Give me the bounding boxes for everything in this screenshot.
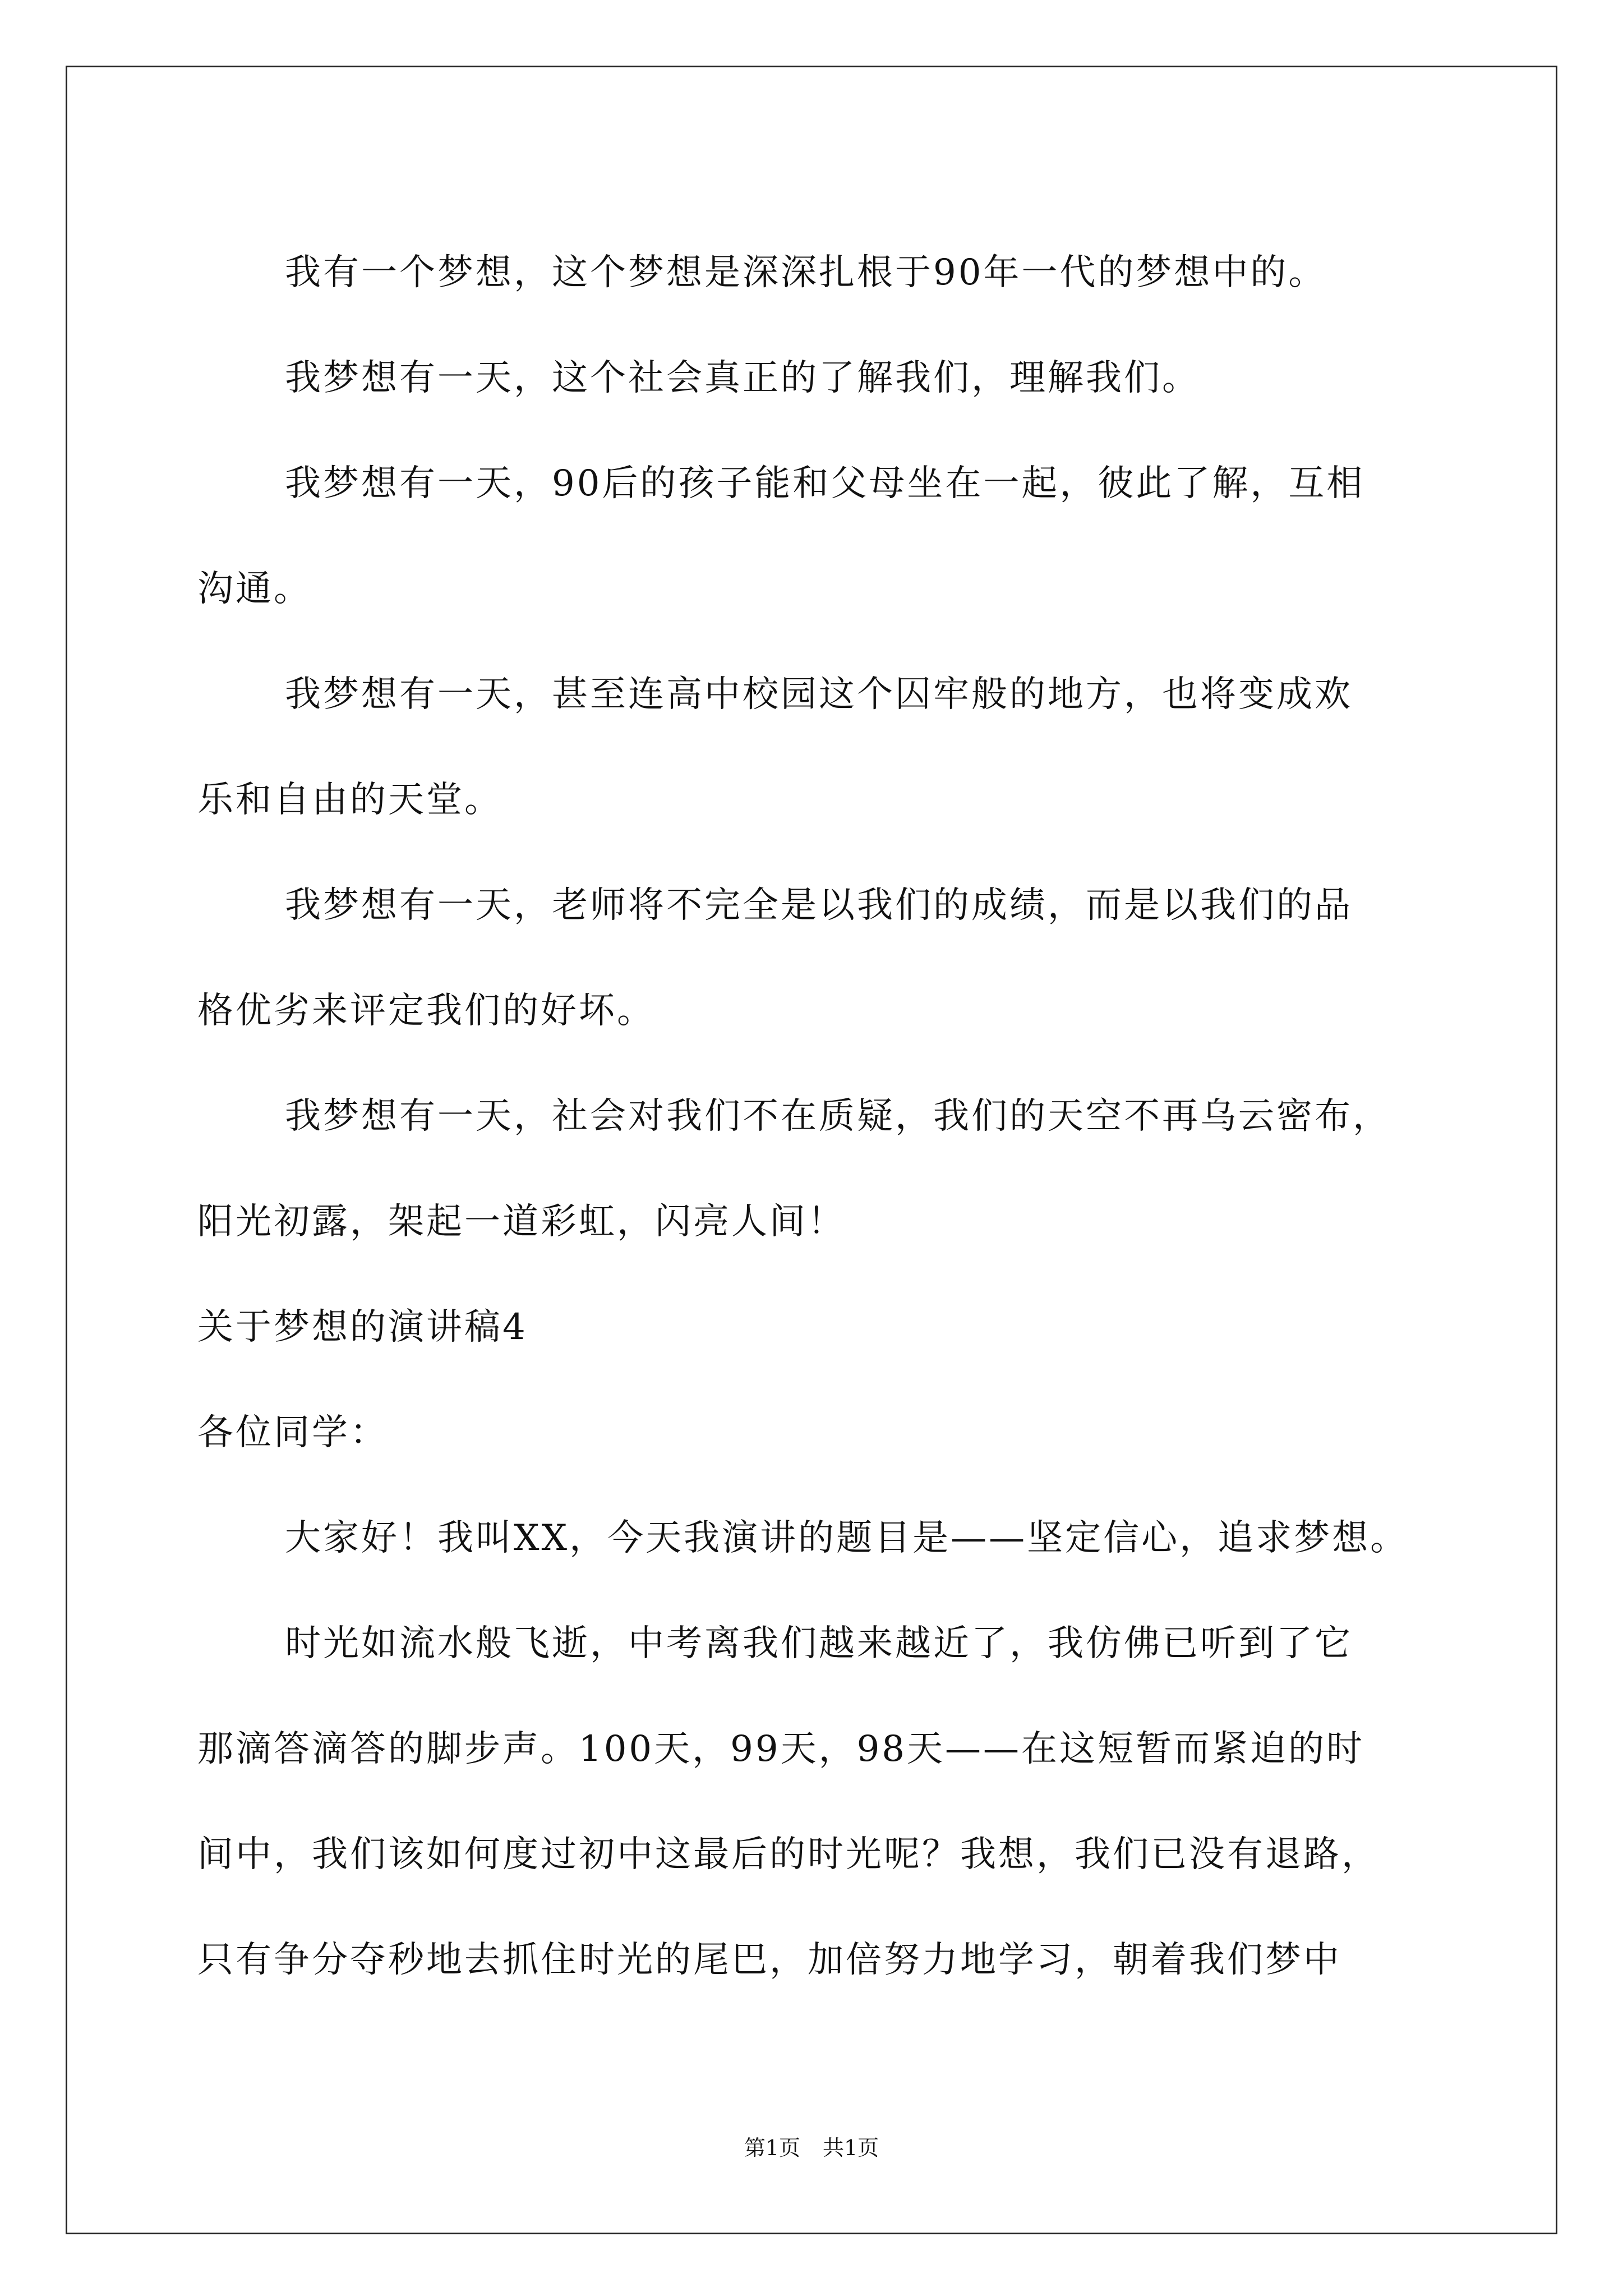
text-line: 间中，我们该如何度过初中这最后的时光呢？我想，我们已没有退路，: [197, 1834, 1380, 1875]
text-line: 那滴答滴答的脚步声。100天，99天，98天——在这短暂而紧迫的时: [197, 1728, 1365, 1770]
page-footer: [0, 2134, 1623, 2161]
text-line: 沟通。: [197, 568, 312, 610]
text-line: 乐和自由的天堂。: [197, 779, 502, 821]
text-line: 我梦想有一天，社会对我们不在质疑，我们的天空不再乌云密布，: [285, 1096, 1391, 1137]
text-line: 大家好！我叫XX，今天我演讲的题目是——坚定信心，追求梦想。: [285, 1517, 1409, 1559]
text-line: 格优劣来评定我们的好坏。: [197, 990, 655, 1032]
page-total: 共1页: [823, 2136, 879, 2160]
document-body: [197, 220, 1451, 2013]
text-line: 我梦想有一天，90后的孩子能和父母坐在一起，彼此了解，互相: [285, 463, 1365, 504]
text-line: 我梦想有一天，这个社会真正的了解我们，理解我们。: [285, 357, 1200, 399]
text-line: 我梦想有一天，老师将不完全是以我们的成绩，而是以我们的品: [285, 885, 1353, 926]
page-number: 第1页: [744, 2136, 800, 2160]
text-line: 只有争分夺秒地去抓住时光的尾巴，加倍努力地学习，朝着我们梦中: [197, 1939, 1341, 1981]
text-line: 阳光初露，架起一道彩虹，闪亮人间！: [197, 1201, 846, 1243]
text-line: 我梦想有一天，甚至连高中校园这个囚牢般的地方，也将变成欢: [285, 674, 1353, 715]
section-title: 关于梦想的演讲稿4: [197, 1306, 528, 1348]
salutation: 各位同学：: [197, 1412, 388, 1453]
text-line: 时光如流水般飞逝，中考离我们越来越近了，我仿佛已听到了它: [285, 1623, 1353, 1664]
text-line: 我有一个梦想，这个梦想是深深扎根于90年一代的梦想中的。: [285, 252, 1327, 293]
